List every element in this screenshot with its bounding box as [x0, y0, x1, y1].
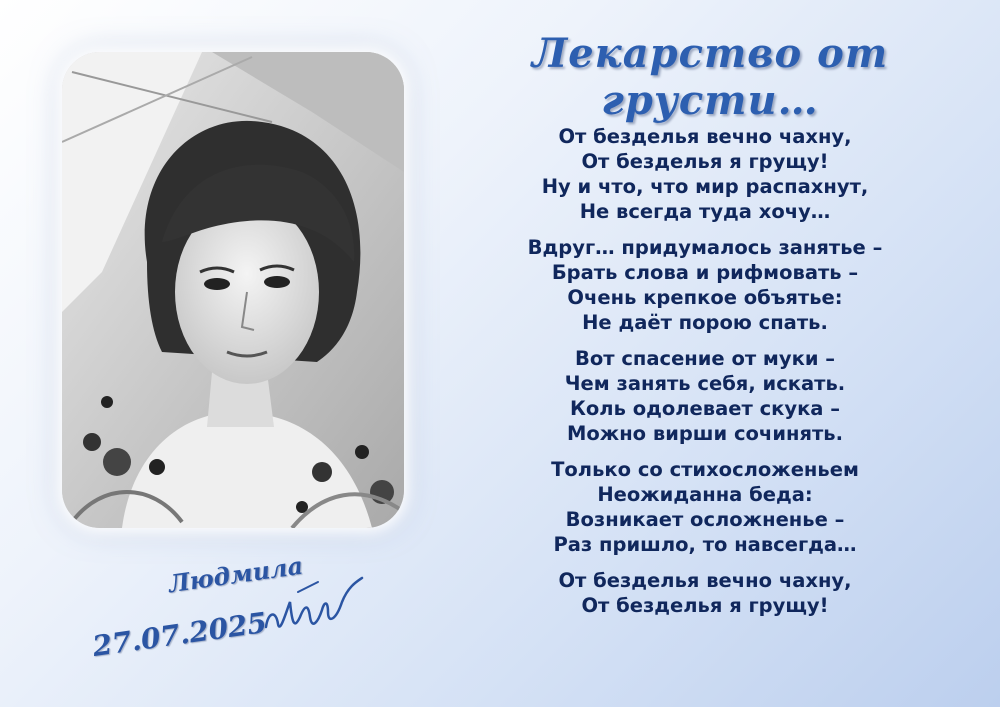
poem-line: Ну и что, что мир распахнут, — [541, 175, 869, 198]
poem-date: 27.07.2025 — [90, 605, 269, 664]
portrait-image — [62, 52, 404, 528]
poem-line: Коль одолевает скука – — [569, 397, 841, 420]
poem-line: Возникает осложненье – — [565, 508, 845, 531]
poem-line: Очень крепкое объятье: — [567, 286, 843, 309]
poem-line: Не даёт порою спать. — [582, 311, 828, 334]
handwritten-signature — [258, 572, 368, 642]
poem-line: Раз пришло, то навсегда… — [553, 533, 857, 556]
poem-line: Неожиданна беда: — [597, 483, 813, 506]
stanza-5 — [495, 568, 915, 618]
stanza-1 — [495, 124, 915, 224]
poem-line: Брать слова и рифмовать – — [551, 261, 859, 284]
poem-line: Можно вирши сочинять. — [566, 422, 844, 445]
poem-line: От безделья вечно чахну, — [558, 125, 852, 148]
poem-line: Вот спасение от муки – — [574, 347, 836, 370]
stanza-4 — [495, 457, 915, 557]
stanza-3 — [495, 346, 915, 446]
portrait-photo — [62, 52, 404, 528]
poem-line: Не всегда туда хочу… — [579, 200, 831, 223]
poem-line: Вдруг… придумалось занятье – — [527, 236, 883, 259]
author-name: Людмила — [166, 550, 305, 599]
stanza-2 — [495, 235, 915, 335]
poem-line: От безделья я грущу! — [581, 594, 829, 617]
poem-line: От безделья я грущу! — [581, 150, 829, 173]
poem-line: От безделья вечно чахну, — [558, 569, 852, 592]
poem-title: Лекарство от грусти… — [531, 30, 889, 124]
poem-line: Только со стихосложеньем — [551, 458, 859, 481]
poem-line: Чем занять себя, искать. — [564, 372, 846, 395]
poem-body — [495, 124, 915, 629]
